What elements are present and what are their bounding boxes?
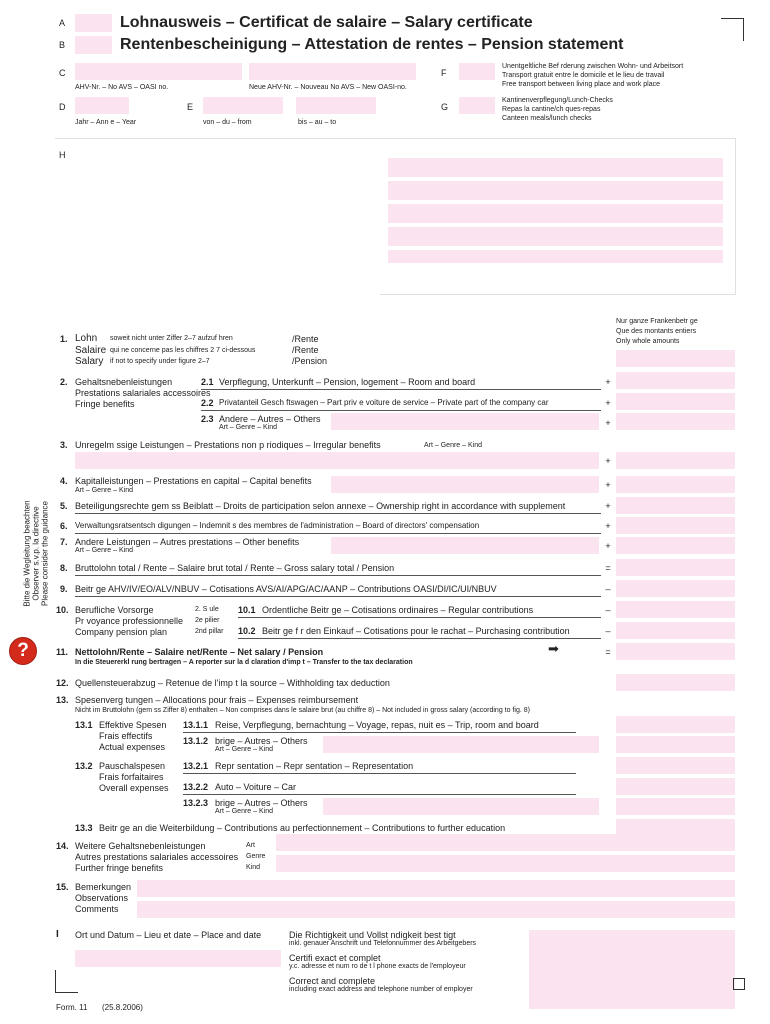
irregular-benefits-kind-field[interactable]: [75, 452, 599, 469]
address-line-5-field[interactable]: [388, 250, 723, 263]
plus-sign: +: [605, 418, 611, 428]
gross-salary-label: Bruttolohn total / Rente – Salaire brut total / Rente – Gross salary total / Pension: [75, 563, 395, 573]
label-a: A: [59, 18, 66, 28]
section-13-1-1-number: 13.1.1: [183, 720, 209, 730]
underline: [238, 638, 601, 639]
section-15-number: 15.: [56, 882, 69, 892]
period-from-label: von – du – from: [203, 119, 252, 126]
section-6-number: 6.: [60, 521, 68, 531]
address-box-border: [735, 138, 736, 294]
equals-sign: =: [605, 647, 611, 657]
place-and-date-label: Ort und Datum – Lieu et date – Place and date: [75, 930, 262, 940]
representation-label: Repr sentation – Repr sentation – Representation: [215, 761, 414, 771]
section-9-number: 9.: [60, 584, 68, 594]
kind-sublabel: Art – Genre – Kind: [219, 424, 277, 431]
section-2-number: 2.: [60, 377, 68, 387]
address-line-3-field[interactable]: [388, 204, 723, 223]
section-1-label-fr: Salaire: [75, 345, 107, 356]
capital-benefits-label: Kapitalleistungen – Prestations en capital – Capital benefits: [75, 476, 312, 486]
certified-en: Correct and complete: [289, 976, 376, 986]
further-fringe-field-1[interactable]: [276, 834, 735, 851]
further-fringe-fr: Autres prestations salariales accessoires: [75, 852, 239, 862]
kind-label-fr: Genre: [246, 853, 266, 860]
address-box-border: [380, 294, 736, 295]
other-fringe-field[interactable]: [616, 413, 735, 430]
amount-note-3: Only whole amounts: [616, 338, 680, 345]
section-5-number: 5.: [60, 501, 68, 511]
pillar-fr: 2e pilier: [195, 617, 220, 624]
board-compensation-field[interactable]: [616, 517, 735, 534]
minus-sign: –: [605, 626, 611, 636]
salary-amount-field[interactable]: [616, 350, 735, 367]
title-salary-certificate: Lohnausweis – Certificat de salaire – Salary certificate: [120, 14, 533, 31]
underline: [183, 732, 576, 733]
new-ahv-number-label: Neue AHV-Nr. – Nouveau No AVS – New OASI-no.: [249, 84, 407, 91]
representation-field[interactable]: [616, 757, 735, 774]
year-label: Jahr – Ann e – Year: [75, 119, 137, 126]
other-benefits-label: Andere Leistungen – Autres prestations – Other benefits: [75, 537, 300, 547]
plus-sign: +: [605, 521, 611, 531]
net-salary-field[interactable]: [616, 643, 735, 660]
not-included-note: Nicht im Bruttolohn (gem ss Ziffer 8) enthalten – Non comprises dans le salaire brut (au chiffre 8) – Not included in gross salary (according to fig. 8): [75, 707, 530, 714]
underline: [75, 513, 601, 514]
arrow-right-icon: ➡: [548, 641, 559, 656]
comments-field-2[interactable]: [137, 901, 735, 918]
section-13-2-2-number: 13.2.2: [183, 782, 209, 792]
plus-sign: +: [605, 480, 611, 490]
help-icon[interactable]: ?: [9, 637, 37, 665]
withholding-tax-field[interactable]: [616, 674, 735, 691]
ownership-right-label: Beteiligungsrechte gem ss Beiblatt – Droits de participation selon annexe – Ownership right in accordance with supplement: [75, 501, 566, 511]
period-to-field[interactable]: [296, 97, 376, 114]
section-8-number: 8.: [60, 563, 68, 573]
actual-other-field[interactable]: [616, 736, 735, 753]
section-1-pension: /Pension: [292, 356, 328, 366]
period-to-label: bis – au – to: [298, 119, 337, 126]
form-date: (25.8.2006): [102, 1003, 143, 1012]
contributions-label: Beitr ge AHV/IV/EO/ALV/NBUV – Cotisations AVS/AI/APG/AC/AANP – Contributions OASI/DI/IC/UI/NBUV: [75, 584, 497, 594]
equals-sign: =: [605, 563, 611, 573]
section-1-note-de: soweit nicht unter Ziffer 2–7 aufzuf hren: [110, 335, 233, 342]
corner-mark-top-right: [721, 18, 744, 41]
section-3-number: 3.: [60, 440, 68, 450]
trip-room-board-label: Reise, Verpflegung, bernachtung – Voyage, repas, nuit es – Trip, room and board: [215, 720, 539, 730]
section-14-number: 14.: [56, 841, 69, 851]
label-i: I: [56, 929, 59, 940]
section-divider: [55, 138, 736, 139]
section-13-1-2-number: 13.1.2: [183, 736, 209, 746]
other-benefits-kind-field[interactable]: [331, 537, 599, 554]
company-car-label: Privatanteil Gesch ftswagen – Part priv e voiture de service – Private part of the company car: [219, 398, 549, 407]
section-11-number: 11.: [56, 647, 69, 657]
label-f: F: [441, 68, 447, 78]
overall-expenses-de: Pauschalspesen: [99, 761, 166, 771]
f-text-1: Unentgeltliche Bef rderung zwischen Wohn- und Arbeitsort: [502, 63, 684, 70]
other-benefits-field[interactable]: [616, 537, 735, 554]
board-compensation-label: Verwaltungsratsentsch digungen – Indemnit s des membres de l'administration – Board of directors' compensation: [75, 521, 480, 530]
section-12-number: 12.: [56, 678, 69, 688]
underline: [183, 773, 576, 774]
actual-other-label: brige – Autres – Others: [215, 736, 308, 746]
g-text-3: Canteen meals/lunch checks: [502, 115, 592, 122]
section-2-label-fr: Prestations salariales accessoires: [75, 388, 211, 398]
checkbox-field-a[interactable]: [75, 14, 112, 32]
plus-sign: +: [605, 456, 611, 466]
side-note-line: Please consider the guidance: [40, 501, 50, 606]
section-10-1-number: 10.1: [238, 605, 256, 615]
new-ahv-number-field[interactable]: [249, 63, 416, 80]
plus-sign: +: [605, 398, 611, 408]
section-1-label-de: Lohn: [75, 333, 98, 344]
plus-sign: +: [605, 377, 611, 387]
certified-de-sub: inkl. genauer Anschrift und Telefonnummer des Arbeitgebers: [289, 940, 477, 947]
underline: [75, 575, 601, 576]
section-13-3-number: 13.3: [75, 823, 93, 833]
trip-room-board-field[interactable]: [616, 716, 735, 733]
pillar-de: 2. S ule: [195, 606, 219, 613]
overall-other-kind-field[interactable]: [323, 798, 599, 815]
transfer-to-tax-declaration-note: In die Steuererkl rung bertragen – A reporter sur la d claration d'imp t – Transfer to the tax declaration: [75, 659, 413, 666]
title-pension-statement: Rentenbescheinigung – Attestation de rentes – Pension statement: [120, 36, 624, 53]
section-2-label-en: Fringe benefits: [75, 399, 135, 409]
label-b: B: [59, 40, 66, 50]
other-fringe-label: Andere – Autres – Others: [219, 414, 321, 424]
f-text-3: Free transport between living place and work place: [502, 81, 660, 88]
underline: [238, 617, 601, 618]
kind-label-de: Art: [246, 842, 255, 849]
other-fringe-kind-field[interactable]: [331, 413, 599, 430]
section-1-number: 1.: [60, 334, 68, 344]
section-1-rente-2: /Rente: [292, 345, 319, 355]
underline: [75, 533, 601, 534]
actual-expenses-de: Effektive Spesen: [99, 720, 167, 730]
comments-field-1[interactable]: [137, 880, 735, 897]
underline: [183, 794, 576, 795]
ahv-number-label: AHV-Nr. – No AVS – OASI no.: [75, 84, 169, 91]
pension-plan-label-de: Berufliche Vorsorge: [75, 605, 154, 615]
section-4-number: 4.: [60, 476, 68, 486]
capital-benefits-field[interactable]: [616, 476, 735, 493]
section-10-2-number: 10.2: [238, 626, 256, 636]
kind-sublabel: Art – Genre – Kind: [75, 547, 133, 554]
section-1-label-en: Salary: [75, 356, 104, 367]
contributions-field[interactable]: [616, 580, 735, 597]
section-1-note-fr: qui ne concerne pas les chiffres 2 7 ci-dessous: [110, 347, 256, 354]
comments-fr: Observations: [75, 893, 129, 903]
comments-de: Bemerkungen: [75, 882, 132, 892]
purchasing-contribution-field[interactable]: [616, 622, 735, 639]
car-label: Auto – Voiture – Car: [215, 782, 297, 792]
pension-plan-label-fr: Pr voyance professionnelle: [75, 616, 184, 626]
address-line-2-field[interactable]: [388, 181, 723, 200]
employer-signature-field[interactable]: [529, 930, 735, 1009]
ownership-right-field[interactable]: [616, 497, 735, 514]
g-text-1: Kantinenverpflegung/Lunch-Checks: [502, 97, 613, 104]
g-text-2: Repas la cantine/ch ques-repas: [502, 106, 601, 113]
label-c: C: [59, 68, 66, 78]
guidance-side-note: [23, 474, 50, 634]
kind-sublabel: Art – Genre – Kind: [424, 442, 482, 449]
ahv-number-field[interactable]: [75, 63, 242, 80]
label-e: E: [187, 102, 194, 112]
room-and-board-field[interactable]: [616, 372, 735, 389]
regular-contributions-label: Ordentliche Beitr ge – Cotisations ordinaires – Regular contributions: [262, 605, 534, 615]
period-from-field[interactable]: [203, 97, 283, 114]
car-field[interactable]: [616, 778, 735, 795]
overall-expenses-en: Overall expenses: [99, 783, 169, 793]
underline: [201, 389, 601, 390]
f-text-2: Transport gratuit entre le domicile et le lieu de travail: [502, 72, 665, 79]
section-13-2-1-number: 13.2.1: [183, 761, 209, 771]
section-2-2-number: 2.2: [201, 398, 214, 408]
section-7-number: 7.: [60, 537, 68, 547]
minus-sign: –: [605, 605, 611, 615]
irregular-benefits-label: Unregelm ssige Leistungen – Prestations non p riodiques – Irregular benefits: [75, 440, 381, 450]
address-line-1-field[interactable]: [388, 158, 723, 177]
section-13-2-3-number: 13.2.3: [183, 798, 209, 808]
section-2-3-number: 2.3: [201, 414, 214, 424]
certified-fr: Certifi exact et complet: [289, 953, 381, 963]
amount-note-1: Nur ganze Frankenbetr ge: [616, 318, 698, 325]
form-number: Form. 11: [56, 1003, 88, 1012]
comments-en: Comments: [75, 904, 119, 914]
corner-checkbox[interactable]: [733, 978, 745, 990]
further-fringe-en: Further fringe benefits: [75, 863, 164, 873]
kind-sublabel: Art – Genre – Kind: [215, 746, 273, 753]
actual-expenses-fr: Frais effectifs: [99, 731, 153, 741]
section-2-1-number: 2.1: [201, 377, 214, 387]
side-note-line: Observer s.v.p. la directive: [31, 506, 41, 601]
label-h: H: [59, 150, 66, 160]
kind-sublabel: Art – Genre – Kind: [215, 808, 273, 815]
purchasing-contribution-label: Beitr ge f r den Einkauf – Cotisations pour le rachat – Purchasing contribution: [262, 626, 570, 636]
section-13-1-number: 13.1: [75, 720, 93, 730]
regular-contributions-field[interactable]: [616, 601, 735, 618]
actual-expenses-en: Actual expenses: [99, 742, 166, 752]
section-13-number: 13.: [56, 695, 69, 705]
corner-mark-bottom-left: [55, 970, 78, 993]
certified-de: Die Richtigkeit und Vollst ndigkeit best tigt: [289, 930, 456, 940]
pillar-en: 2nd pillar: [195, 628, 224, 635]
kind-sublabel: Art – Genre – Kind: [75, 487, 133, 494]
plus-sign: +: [605, 541, 611, 551]
actual-other-kind-field[interactable]: [323, 736, 599, 753]
expenses-reimbursement-label: Spesenverg tungen – Allocations pour frais – Expenses reimbursement: [75, 695, 359, 705]
company-car-field[interactable]: [616, 393, 735, 410]
address-line-4-field[interactable]: [388, 227, 723, 246]
underline: [201, 410, 601, 411]
label-d: D: [59, 102, 66, 112]
minus-sign: –: [605, 584, 611, 594]
section-1-rente-1: /Rente: [292, 334, 319, 344]
room-and-board-label: Verpflegung, Unterkunft – Pension, logement – Room and board: [219, 377, 476, 387]
withholding-tax-label: Quellensteuerabzug – Retenue de l'imp t la source – Withholding tax deduction: [75, 678, 390, 688]
kind-label-en: Kind: [246, 864, 261, 871]
overall-other-field[interactable]: [616, 798, 735, 815]
gross-salary-field[interactable]: [616, 559, 735, 576]
overall-expenses-fr: Frais forfaitaires: [99, 772, 164, 782]
certified-fr-sub: y.c. adresse et num ro de t l phone exacts de l'employeur: [289, 963, 466, 970]
amount-note-2: Que des montants entiers: [616, 328, 697, 335]
further-fringe-de: Weitere Gehaltsnebenleistungen: [75, 841, 206, 851]
year-field[interactable]: [75, 97, 129, 114]
checkbox-field-b[interactable]: [75, 36, 112, 54]
plus-sign: +: [605, 501, 611, 511]
section-10-number: 10.: [56, 605, 69, 615]
underline: [75, 596, 601, 597]
further-education-label: Beitr ge an die Weiterbildung – Contributions au perfectionnement – Contributions to further education: [99, 823, 506, 833]
further-fringe-field-2[interactable]: [276, 855, 735, 872]
overall-other-label: brige – Autres – Others: [215, 798, 308, 808]
label-g: G: [441, 102, 449, 112]
place-and-date-field[interactable]: [75, 950, 281, 967]
side-note-line: Bitte die Wegleitung beachten: [22, 500, 32, 607]
capital-benefits-kind-field[interactable]: [331, 476, 599, 493]
net-salary-label: Nettolohn/Rente – Salaire net/Rente – Net salary / Pension: [75, 647, 324, 657]
checkbox-field-g[interactable]: [459, 97, 495, 114]
section-2-label-de: Gehaltsnebenleistungen: [75, 377, 173, 387]
pension-plan-label-en: Company pension plan: [75, 627, 168, 637]
section-13-2-number: 13.2: [75, 761, 93, 771]
section-1-note-en: if not to specify under figure 2–7: [110, 358, 210, 365]
certified-en-sub: including exact address and telephone number of employer: [289, 986, 473, 993]
irregular-benefits-field[interactable]: [616, 452, 735, 469]
checkbox-field-f[interactable]: [459, 63, 495, 80]
